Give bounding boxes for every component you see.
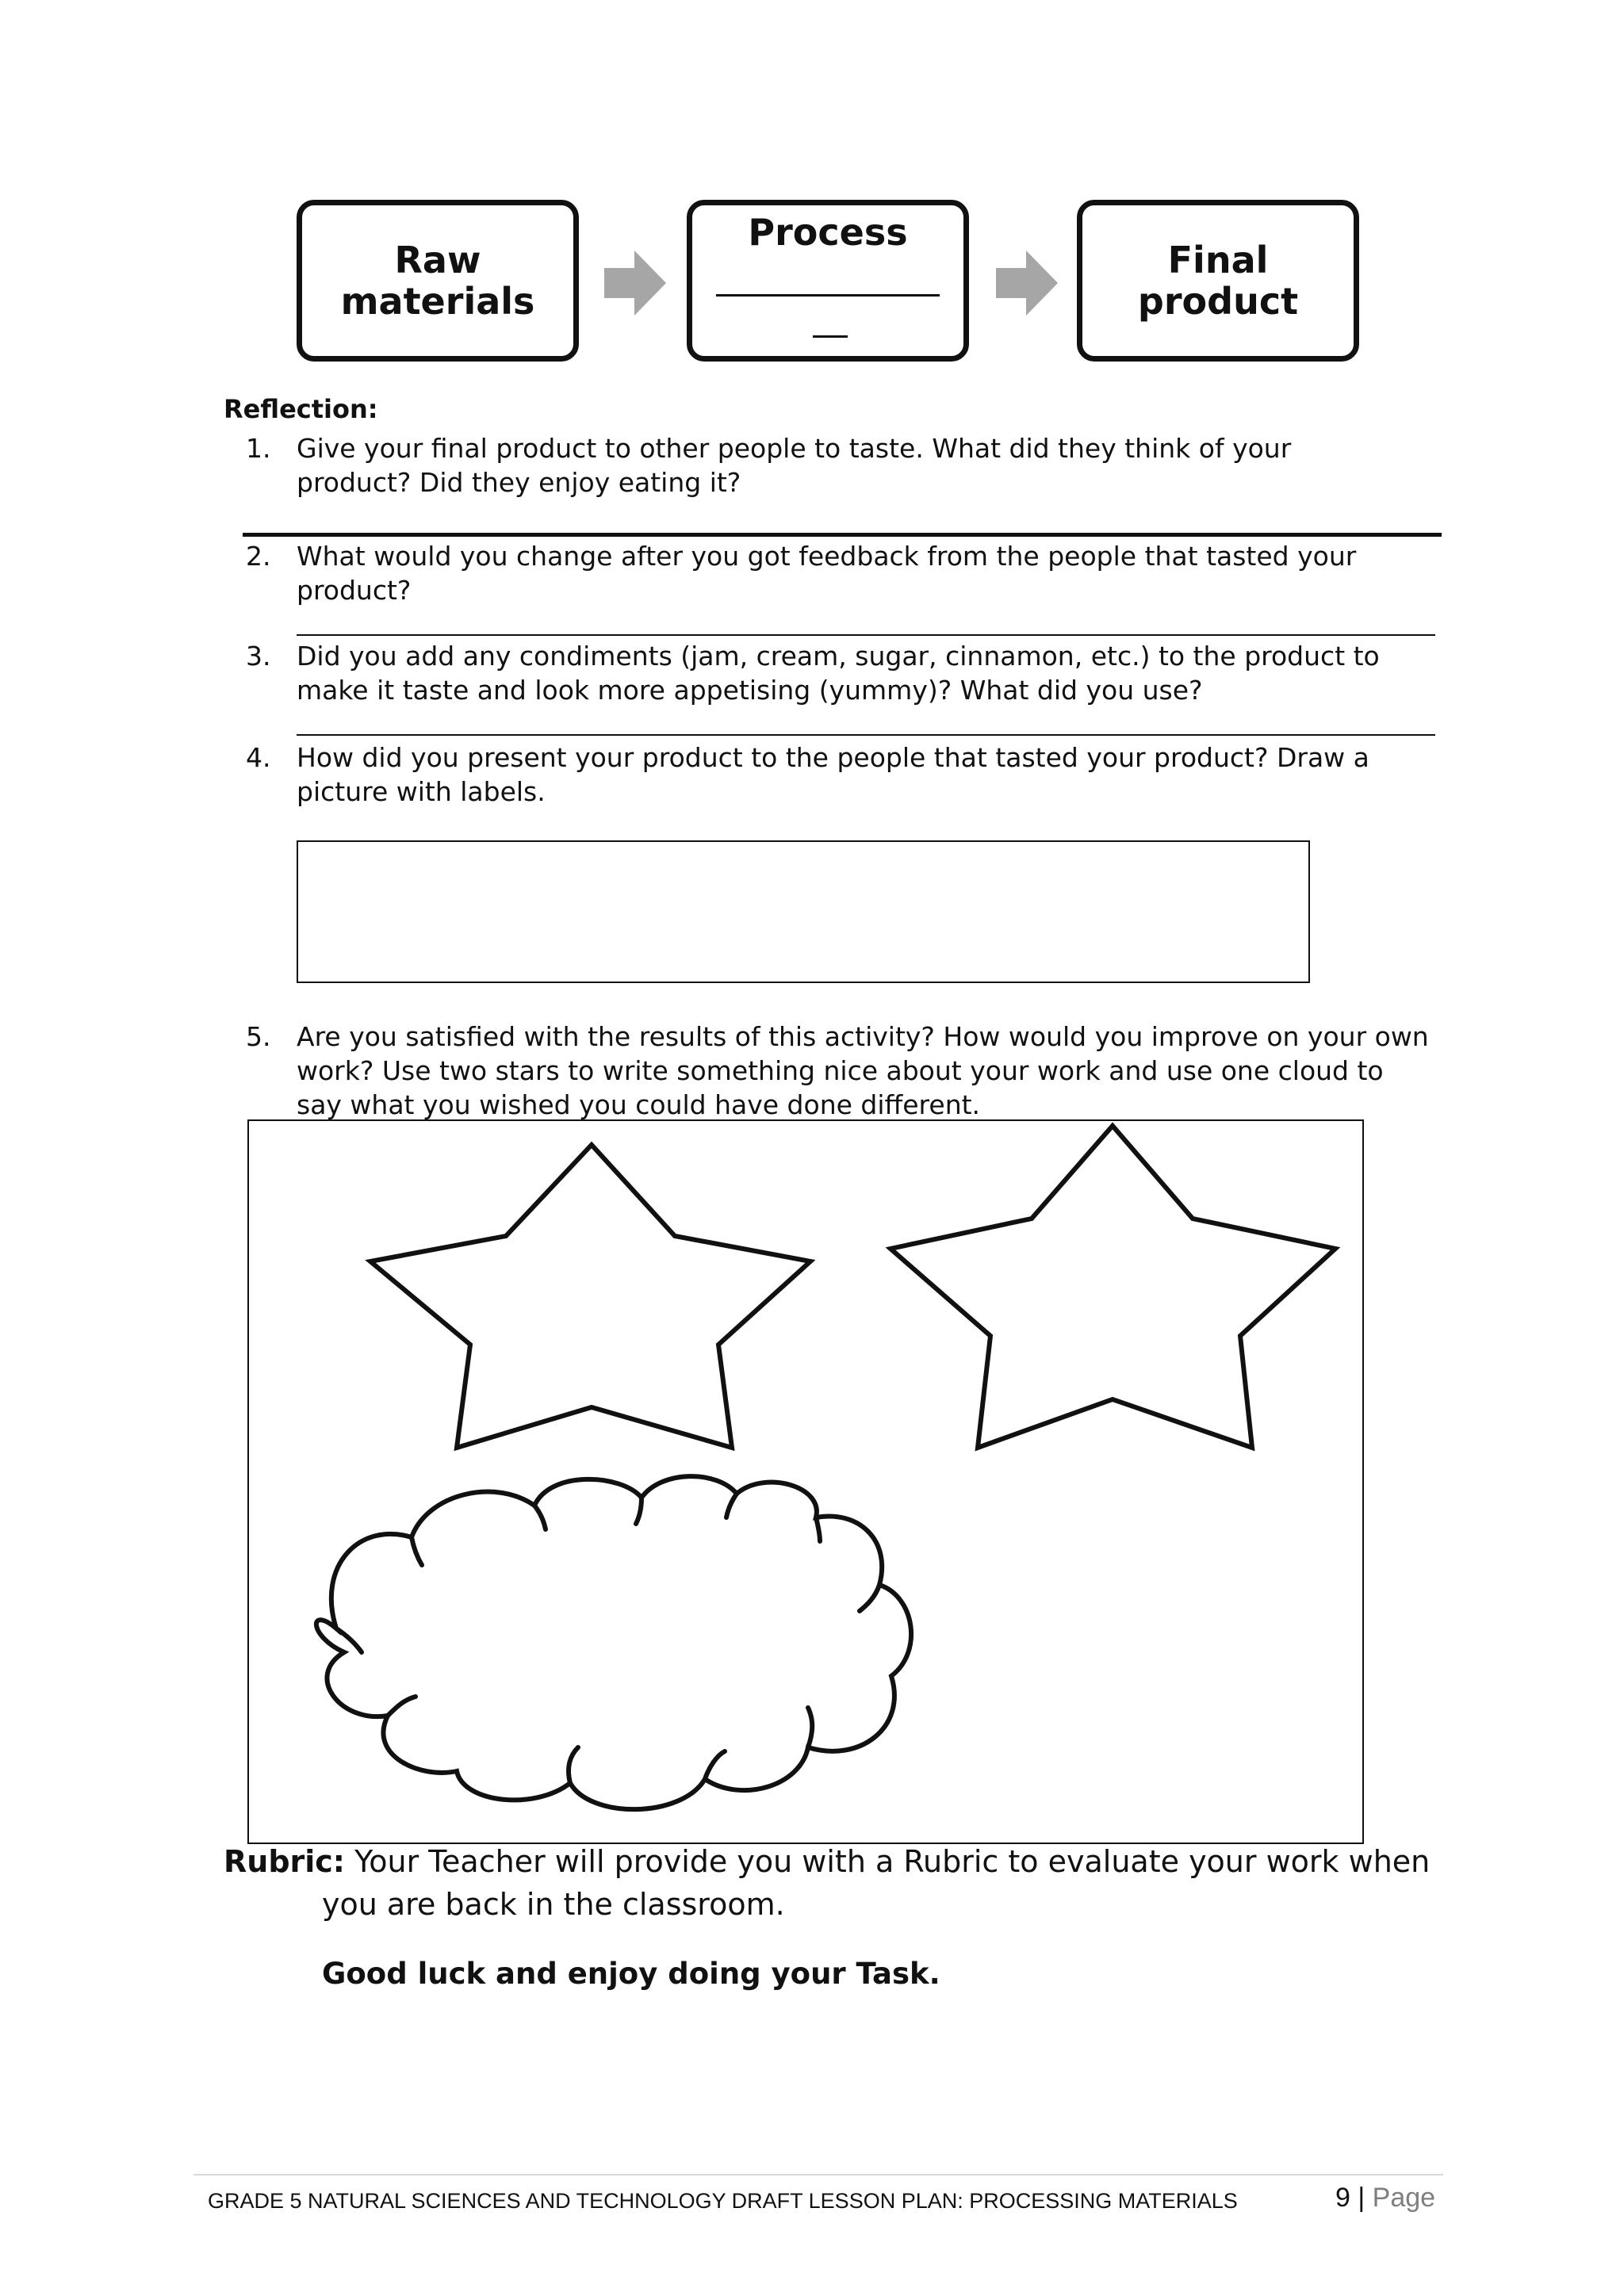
question-text: make it taste and look more appetising (yummy)? What did you use? [297,675,1203,706]
question-text: product? Did they enjoy eating it? [297,467,741,498]
question-text: product? [297,575,412,606]
question-text: Are you satisfied with the results of this activity? How would you improve on your own [297,1021,1429,1052]
flow-arrow-icon [604,251,666,316]
question-text: say what you wished you could have done different. [297,1089,981,1120]
question-1 [246,431,1435,503]
question-text: How did you present your product to the people that tasted your product? Draw a [297,742,1369,773]
flow-box-final-product [1077,200,1359,362]
question-2 [246,539,1435,610]
question-text: Did you add any condiments (jam, cream, sugar, cinnamon, etc.) to the product to [297,641,1380,672]
process-blank-line [716,294,940,297]
rubric-text: Your Teacher will provide you with a Rubric to evaluate your work when [345,1844,1431,1879]
question-5 [246,1020,1451,1124]
flow-box-raw-materials [297,200,579,362]
question-text: work? Use two stars to write something nice about your work and use one cloud to [297,1055,1384,1086]
stars-cloud-frame[interactable] [247,1119,1364,1844]
stars-cloud-drawing [249,1121,1362,1843]
question-4 [246,740,1435,812]
raw-materials-line1: Raw [394,239,481,281]
page-separator: | [1358,2183,1365,2213]
rubric-label: Rubric: [224,1844,346,1879]
rubric-line2: you are back in the classroom. [322,1887,785,1922]
footer-rule [193,2174,1443,2175]
question-3 [246,639,1435,710]
process-title: Process [748,211,908,254]
answer-line-3[interactable] [297,734,1435,736]
star-icon[interactable] [891,1126,1335,1448]
question-number: 4. [246,742,271,773]
rubric-line1 [224,1843,1572,1881]
answer-line-2[interactable] [297,634,1435,636]
question-number: 3. [246,641,271,672]
question-number: 1. [246,433,271,464]
question-number: 2. [246,541,271,572]
question-text: picture with labels. [297,776,546,807]
question-text: Give your final product to other people to taste. What did they think of your [297,433,1292,464]
footer-title: GRADE 5 NATURAL SCIENCES AND TECHNOLOGY DRAFT LESSON PLAN: PROCESSING MATERIALS [208,2189,1238,2213]
page-label: Page [1372,2183,1436,2213]
final-product-label: Final product [1137,239,1299,323]
question-number: 5. [246,1021,271,1052]
cloud-icon[interactable] [316,1476,911,1809]
flow-box-process [687,200,969,362]
star-icon[interactable] [370,1145,810,1448]
process-blank-dash [813,335,848,338]
page-indicator [1335,2180,1435,2215]
raw-materials-line2: materials [340,280,535,323]
question-text: What would you change after you got feedback from the people that tasted your [297,541,1357,572]
drawing-box[interactable] [297,840,1310,983]
answer-line-1[interactable] [243,533,1442,537]
flow-arrow-icon [996,251,1058,316]
reflection-heading: Reflection: [224,394,378,424]
page-number: 9 [1335,2183,1350,2213]
good-luck-text: Good luck and enjoy doing your Task. [322,1957,940,1991]
